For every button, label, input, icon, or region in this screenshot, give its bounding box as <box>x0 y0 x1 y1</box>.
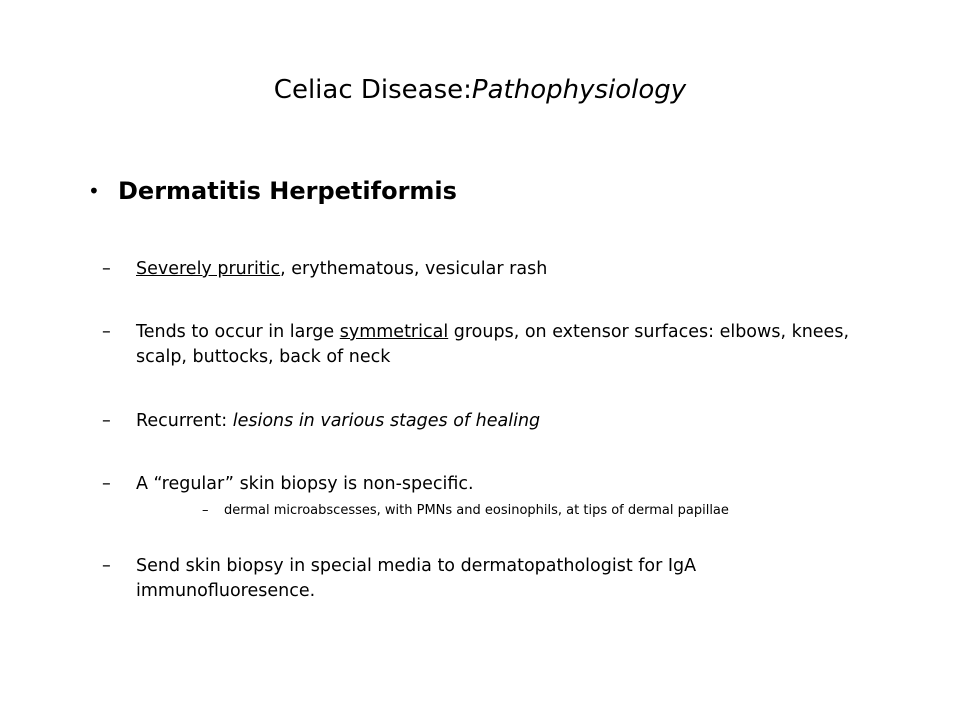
text-pre: Tends to occur in large <box>136 322 340 342</box>
dash-icon: – <box>102 411 111 431</box>
text-rest: groups, on extensor surfaces: elbows, knees, scalp, buttocks, back of neck <box>136 322 850 367</box>
dash-icon: – <box>102 259 111 279</box>
sub-sub-bullet-text: dermal microabscesses, with PMNs and eosinophils, at tips of dermal papillae <box>224 503 729 518</box>
sub-bullet-text: A “regular” skin biopsy is non-specific. <box>136 474 474 494</box>
underlined-text: symmetrical <box>339 322 449 342</box>
text-pre: Recurrent: <box>136 411 233 431</box>
dash-icon: – <box>102 322 111 342</box>
slide-title <box>0 72 960 108</box>
sub-bullet-text <box>136 257 866 282</box>
dash-icon: – <box>102 474 111 494</box>
title-italic: Pathophysiology <box>471 75 687 105</box>
dash-icon: – <box>102 556 111 576</box>
bullet-dot-icon: • <box>88 179 100 203</box>
dash-icon: – <box>202 503 209 518</box>
underlined-text: Severely pruritic <box>136 259 281 279</box>
title-plain: Celiac Disease: <box>273 75 472 105</box>
text-rest: , erythematous, vesicular rash <box>280 259 548 279</box>
sub-bullet-text: Send skin biopsy in special media to dermatopathologist for IgA immunofluoresence. <box>136 556 697 601</box>
italic-text: lesions in various stages of healing <box>232 411 541 431</box>
main-bullet-text: Dermatitis Herpetiformis <box>118 177 457 205</box>
sub-bullet-text <box>136 409 866 434</box>
sub-bullet-text <box>136 320 866 370</box>
